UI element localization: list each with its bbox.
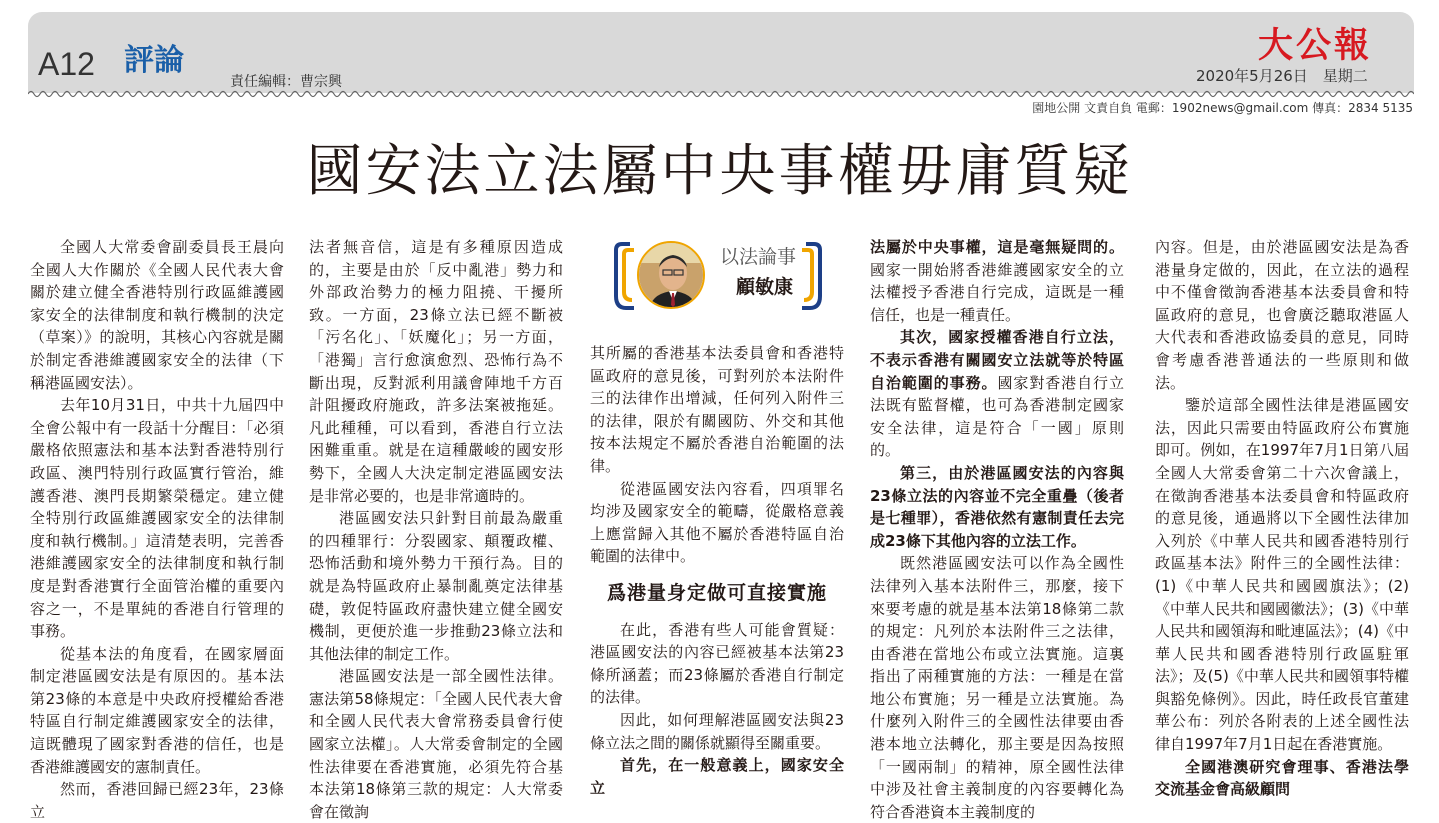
paragraph: 港區國安法是一部全國性法律。憲法第58條規定：「全國人民代表大會和全國人民代表大會常務委員會行使國家立法權」。人大常委會制定的全國性法律要在香港實施，必須先符合基本法第18條第三款的規定：人大常委會在徵詢 <box>309 667 563 821</box>
paragraph: 從港區國安法內容看，四項罪名均涉及國家安全的範疇，從嚴格意義上應當歸入其他不屬於香港特區自治範圍的法律中。 <box>590 479 844 566</box>
article-headline: 國安法立法屬中央事權毋庸質疑 <box>306 139 1133 204</box>
paragraph <box>590 754 844 799</box>
article-column-5 <box>1155 236 1409 801</box>
contact-info: 園地公開 文責自負 電郵：1902news@gmail.com 傳真：2834 5135 <box>1032 101 1413 115</box>
section-title: 評論 <box>124 43 184 78</box>
bold-text: 全國港澳研究會理事、香港法學交流基金會高級顧問 <box>1155 757 1409 799</box>
bold-text: 首先，在一般意義上，國家安全立 <box>590 756 844 797</box>
author-signoff <box>1155 756 1409 801</box>
column-name: 以法論事 <box>720 246 797 268</box>
article-column-4 <box>870 236 1124 823</box>
publication-date: 2020年5月26日 星期二 <box>1196 67 1368 85</box>
article-column-1 <box>30 236 284 823</box>
paragraph: 法者無音信，這是有多種原因造成的，主要是由於「反中亂港」勢力和外部政治勢力的極力阻撓、干擾所致。一方面，23條立法已經不斷被「污名化」、「妖魔化」；另一方面，「港獨」言行愈演愈烈、恐怖行為不斷出現，反對派利用議會陣地千方百計阻擾政府施政，許多法案被拖延。凡此種種，可以看到，香港自行立法困難重重。就是在這種嚴峻的國安形勢下，全國人大決定制定港區國安法是非常必要的，也是非常適時的。 <box>309 238 563 505</box>
paragraph-text: 國家對香港自行立法既有監督權，也可為香港制定國家安全法律，這是符合「一國」原則的。 <box>870 373 1124 460</box>
paragraph <box>870 326 1124 462</box>
paragraph: 其所屬的香港基本法委員會和香港特區政府的意見後，可對列於本法附件三的法律作出增減，任何列入附件三的法律，限於有關國防、外交和其他按本法規定不屬於香港自治範圍的法律。 <box>590 344 844 475</box>
paragraph: 在此，香港有些人可能會質疑：港區國安法的內容已經被基本法第23條所涵蓋；而23條屬於香港自行制定的法律。 <box>590 620 844 707</box>
article-column-2 <box>309 236 563 823</box>
article-subheading: 爲港量身定做可直接實施 <box>606 581 827 604</box>
paragraph <box>870 462 1124 552</box>
paragraph: 全國人大常委會副委員長王晨向全國人大作關於《全國人民代表大會關於建立健全香港特別行政區維護國家安全的法律制度和執行機制的決定（草案）》的說明，其核心內容就是關於制定香港維護國家安全的法律（下稱港區國安法）。 <box>30 238 284 392</box>
article-column-3 <box>590 342 844 799</box>
paragraph: 港區國安法只針對目前最為嚴重的四種罪行：分裂國家、顛覆政權、恐怖活動和境外勢力干預行為。目的就是為特區政府止暴制亂奠定法律基礎，敦促特區政府盡快建立健全國安機制，更便於進一步推動23條立法和其他法律的制定工作。 <box>309 509 563 663</box>
author-photo <box>637 241 705 309</box>
paragraph-text: 國家一開始將香港維護國家安全的立法權授予香港自行完成，這既是一種信任，也是一種責任。 <box>870 260 1124 324</box>
paragraph: 然而，香港回歸已經23年，23條立 <box>30 780 284 821</box>
newspaper-logo: 大公報 <box>1258 25 1373 66</box>
column-byline <box>612 236 824 318</box>
author-name: 顧敏康 <box>736 276 794 298</box>
paragraph: 鑒於這部全國性法律是港區國安法，因此只需要由特區政府公布實施即可。例如，在1997年7月1日第八屆全國人大常委會第二十六次會議上，在徵詢香港基本法委員會和特區政府的意見後，通過將以下全國性法律加入列於《中華人民共和國香港特別行政區基本法》附件三的全國性法律：(1)《中華人民共和國國旗法》；(2)《中華人民共和國國徽法》；(3)《中華人民共和國領海和毗連區法》；(4)《中華人民共和國香港特別行政區駐軍法》；及(5)《中華人民共和國領事特權與豁免條例》。因此，時任政長官董建華公布：列於各附表的上述全國性法律自1997年7月1日起在香港實施。 <box>1155 396 1409 754</box>
bold-text: 法屬於中央事權，這是毫無疑問的。 <box>870 238 1124 256</box>
paragraph <box>870 236 1124 326</box>
paragraph: 內容。但是，由於港區國安法是為香港量身定做的，因此，在立法的過程中不僅會徵詢香港基本法委員會和特區政府的意見，也會廣泛聽取港區人大代表和香港政協委員的意見，同時會考慮香港普通法的一些原則和做法。 <box>1155 238 1409 392</box>
paragraph: 既然港區國安法可以作為全國性法律列入基本法附件三，那麼，接下來要考慮的就是基本法第18條第二款的規定：凡列於本法附件三之法律，由香港在當地公布或立法實施。這裏指出了兩種實施的方法：一種是在當地公布實施；另一種是立法實施。為什麼列入附件三的全國性法律要由香港本地立法轉化，那主要是因為按照「一國兩制」的精神，原全國性法律中涉及社會主義制度的內容要轉化為符合香港資本主義制度的 <box>870 554 1124 821</box>
bold-text: 其次，國家授權香港自行立法，不表示香港有關國安立法就等於特區自治範圍的事務。 <box>870 328 1124 392</box>
paragraph: 從基本法的角度看，在國家層面制定港區國安法是有原因的。基本法第23條的本意是中央政府授權給香港特區自行制定維護國家安全的法律，這既體現了國家對香港的信任，也是香港維護國安的憲制責任。 <box>30 644 284 776</box>
paragraph: 去年10月31日，中共十九屆四中全會公報中有一段話十分醒目：「必須嚴格依照憲法和基本法對香港特別行政區、澳門特別行政區實行管治，維護香港、澳門長期繁榮穩定。建立健全特別行政區維護國家安全的法律制度和執行機制。」這清楚表明，完善香港維護國家安全的法律制度和執行制度是對香港實行全面管治權的重要內容之一，不是單純的香港自行管理的事務。 <box>30 396 284 641</box>
bold-text: 第三，由於港區國安法的內容與23條立法的內容並不完全重疊（後者是七種罪），香港依然有憲制責任去完成23條下其他內容的立法工作。 <box>870 463 1124 550</box>
page-number: A12 <box>38 46 95 82</box>
editor-credit: 責任編輯：曹宗興 <box>230 74 342 90</box>
paragraph: 因此，如何理解港區國安法與23條立法之間的關係就顯得至關重要。 <box>590 710 844 752</box>
